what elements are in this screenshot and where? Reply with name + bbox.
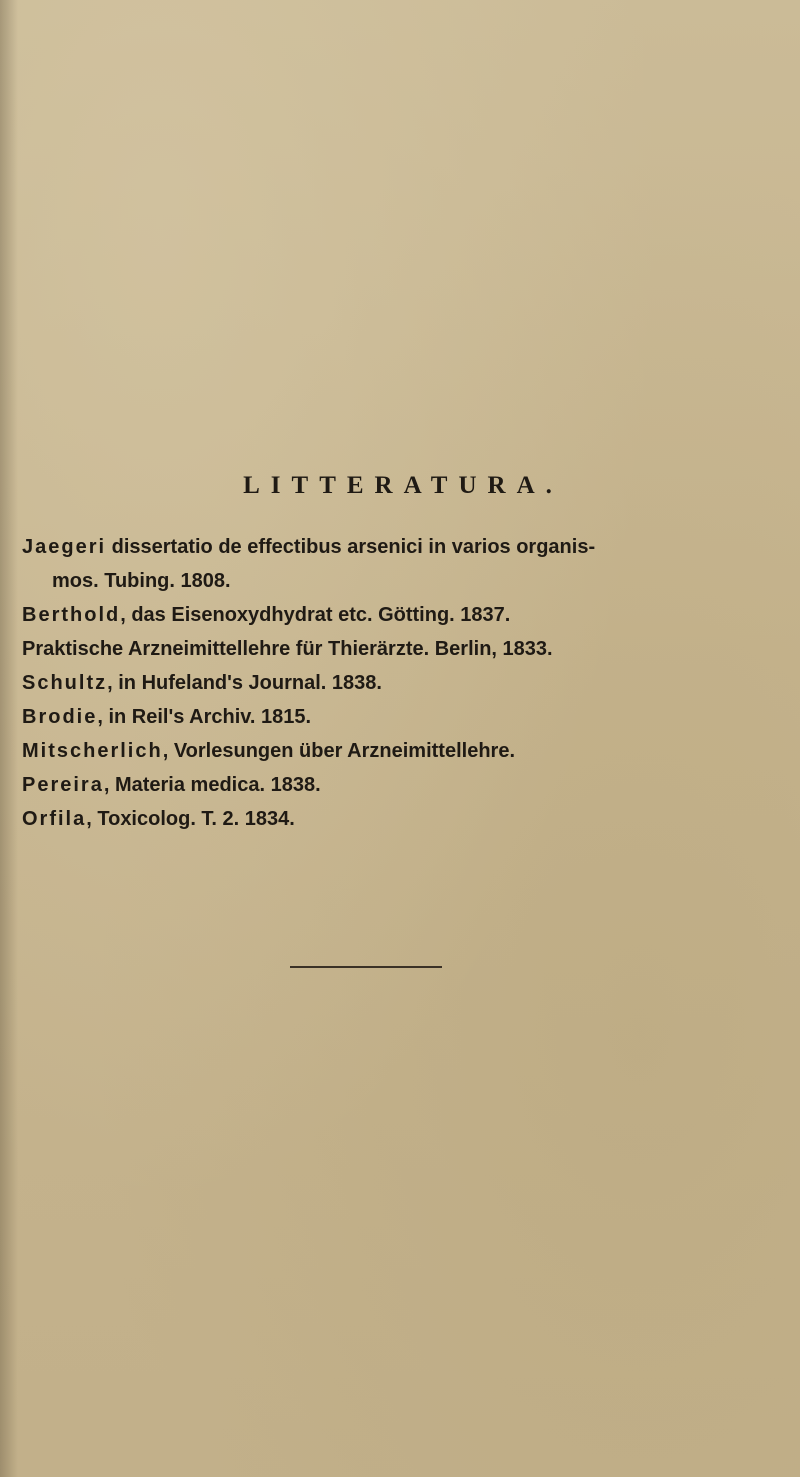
entry-author: Orfila bbox=[22, 808, 87, 830]
bibliography-entry bbox=[22, 598, 792, 632]
entry-text: , Toxicolog. T. 2. 1834. bbox=[86, 808, 295, 830]
entry-text: mos. Tubing. 1808. bbox=[52, 570, 231, 592]
bibliography-entry-continuation bbox=[22, 564, 792, 598]
entry-text: , Materia medica. 1838. bbox=[103, 774, 321, 796]
entry-text: , das Eisenoxydhydrat etc. Götting. 1837. bbox=[120, 604, 511, 626]
entry-author: Mitscherlich bbox=[22, 740, 163, 762]
entry-text: Praktische Arzneimittellehre für Thierärzte. Berlin, 1833. bbox=[22, 638, 553, 660]
entry-text: , in Hufeland's Journal. 1838. bbox=[107, 672, 382, 694]
section-heading: LITTERATURA. bbox=[243, 472, 563, 499]
entry-author: Jaegeri bbox=[22, 536, 107, 558]
entry-author: Brodie bbox=[22, 706, 98, 728]
entry-text: , in Reil's Archiv. 1815. bbox=[97, 706, 312, 728]
bibliography-entry bbox=[22, 802, 792, 836]
bibliography-entry bbox=[22, 632, 792, 666]
bibliography-list bbox=[22, 530, 792, 836]
entry-text: , Vorlesungen über Arzneimittellehre. bbox=[162, 740, 515, 762]
bibliography-entry bbox=[22, 768, 792, 802]
entry-author: Pereira bbox=[22, 774, 104, 796]
entry-author: Berthold bbox=[22, 604, 121, 626]
section-divider bbox=[290, 966, 442, 968]
page-edge-shadow bbox=[0, 0, 18, 1477]
bibliography-entry bbox=[22, 530, 792, 564]
bibliography-entry bbox=[22, 666, 792, 700]
entry-author: Schultz bbox=[22, 672, 108, 694]
entry-text: dissertatio de effectibus arsenici in varios organis- bbox=[106, 536, 596, 558]
bibliography-entry bbox=[22, 734, 792, 768]
bibliography-entry bbox=[22, 700, 792, 734]
